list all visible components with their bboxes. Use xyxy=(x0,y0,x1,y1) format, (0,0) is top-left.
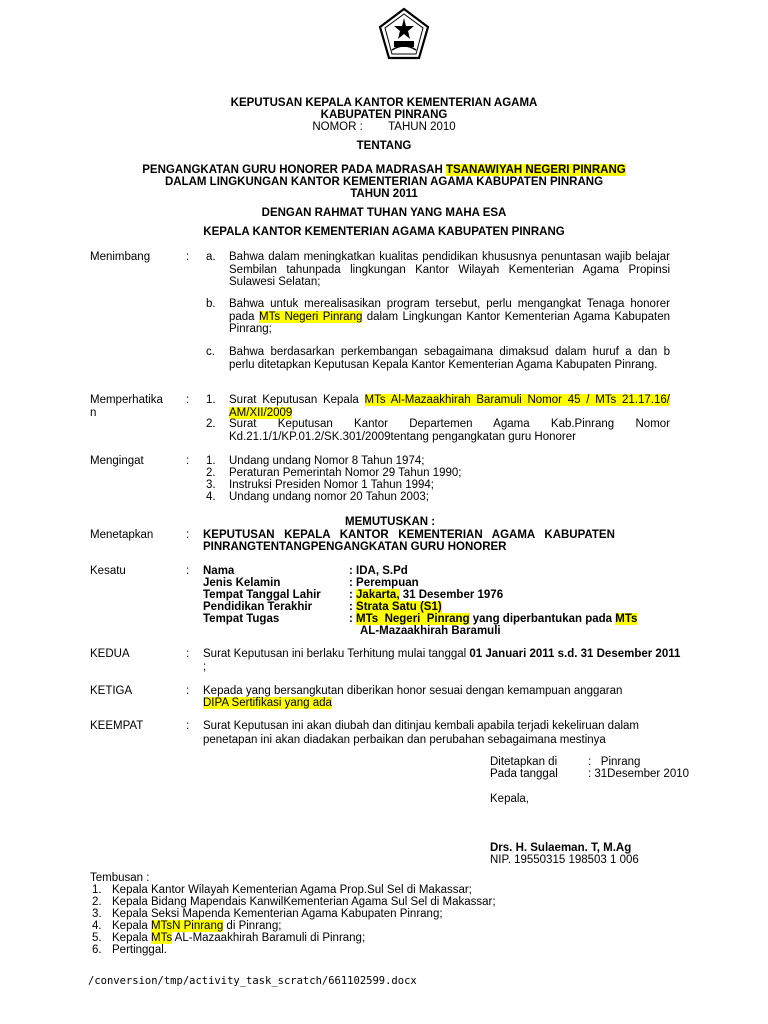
highlight: MTs xyxy=(151,932,173,944)
kedua-text: Surat Keputusan ini berlaku Terhitung mulai tanggal 01 Januari 2011 s.d. 31 Desember 2011 ; xyxy=(203,648,681,673)
menetapkan-line-1: KEPUTUSAN KEPALA KANTOR KEMENTERIAN AGAMA KABUPATEN xyxy=(203,529,615,541)
item-mark: 1. xyxy=(206,394,216,406)
mengingat-item: Peraturan Pemerintah Nomor 29 Tahun 1990; xyxy=(229,467,462,479)
memperhatikan-label: Memperhatika n xyxy=(90,394,163,419)
tempat-tugas-key: Tempat Tugas xyxy=(203,613,280,625)
keempat-line-1: Surat Keputusan ini akan diubah dan ditinjau kembali apabila terjadi kekeliruan dalam xyxy=(203,720,640,732)
mengingat-item: Undang undang nomor 20 Tahun 2003; xyxy=(229,491,429,503)
item-mark: b. xyxy=(206,298,216,310)
menimbang-label: Menimbang xyxy=(90,251,151,263)
subject-line-3: TAHUN 2011 xyxy=(350,188,418,200)
subject-line-2: DALAM LINGKUNGAN KANTOR KEMENTERIAN AGAMA KABUPATEN PINRANG xyxy=(164,176,604,188)
signatory-name: Drs. H. Sulaeman. T, M.Ag xyxy=(490,842,632,854)
mengingat-label: Mengingat xyxy=(90,455,144,467)
colon: : xyxy=(186,720,190,732)
ketiga-label: KETIGA xyxy=(90,685,133,697)
tentang-heading: TENTANG xyxy=(356,140,412,152)
tembusan-item: 3. Kepala Seksi Mapenda Kementerian Agama Kabupaten Pinrang; xyxy=(92,908,443,920)
colon: : xyxy=(186,565,190,577)
tempat-tugas-value: : MTs Negeri Pinrang yang diperbantukan pada MTs xyxy=(349,613,638,625)
tembusan-item: 1. Kepala Kantor Wilayah Kementerian Agama Prop.Sul Sel di Makassar; xyxy=(92,884,472,896)
mengingat-item: Instruksi Presiden Nomor 1 Tahun 1994; xyxy=(229,479,434,491)
item-mark: c. xyxy=(206,346,215,358)
item-mark: 2. xyxy=(206,467,216,479)
highlight: MTs Al-Mazaakhirah Baramuli Nomor 45 / MTs 21.17.16/ AM/XII/2009 xyxy=(229,394,670,419)
tembusan-item: 2. Kepala Bidang Mapendais KanwilKementerian Agama Sul Sel di Makassar; xyxy=(92,896,496,908)
menetapkan-label: Menetapkan xyxy=(90,529,154,541)
kedua-label: KEDUA xyxy=(90,648,130,660)
colon: : xyxy=(186,251,190,263)
ketiga-line-2 xyxy=(203,697,332,710)
highlight: MTs Negeri Pinrang xyxy=(258,310,363,323)
pada-tanggal-value: : 31Desember 2010 xyxy=(588,768,690,780)
ministry-emblem-logo xyxy=(375,6,433,64)
decree-region: KABUPATEN PINRANG xyxy=(320,109,448,121)
item-mark: 3. xyxy=(206,479,216,491)
memperhatikan-1: Surat Keputusan Kepala MTs Al-Mazaakhirah Baramuli Nomor 45 / MTs 21.17.16/ AM/XII/2009 xyxy=(229,394,670,419)
highlight: MTsN Pinrang xyxy=(151,920,224,932)
kepala-label: Kepala, xyxy=(490,793,530,805)
colon: : xyxy=(186,685,190,697)
memperhatikan-2: Surat Keputusan Kantor Departemen Agama Kab.Pinrang Nomor Kd.21.1/1/KP.01.2/SK.301/2009tentang pengangkatan guru Honorer xyxy=(229,418,670,443)
pada-tanggal-key: Pada tanggal xyxy=(490,768,558,780)
pendidikan-key: Pendidikan Terakhir xyxy=(203,601,313,613)
colon: : xyxy=(186,455,190,467)
item-mark: 4. xyxy=(206,491,216,503)
nama-key: Nama xyxy=(203,565,235,577)
jenis-kelamin-value: : Perempuan xyxy=(349,577,419,589)
ketiga-line-1: Kepada yang bersangkutan diberikan honor sesuai dengan kemampuan anggaran xyxy=(203,685,623,697)
decree-number: NOMOR : TAHUN 2010 xyxy=(312,121,456,133)
menetapkan-line-2: PINRANGTENTANGPENGANGKATAN GURU HONORER xyxy=(203,541,507,553)
colon: : xyxy=(186,648,190,660)
highlight: MTs xyxy=(615,613,638,625)
tempat-tugas-value-2: AL-Mazaakhirah Baramuli xyxy=(360,625,501,637)
highlight: MTs Negeri Pinrang xyxy=(356,613,470,625)
nama-value: : IDA, S.Pd xyxy=(349,565,408,577)
rahmat-heading: DENGAN RAHMAT TUHAN YANG MAHA ESA xyxy=(261,207,507,219)
keempat-label: KEEMPAT xyxy=(90,720,144,732)
signatory-nip: NIP. 19550315 198503 1 006 xyxy=(490,854,639,866)
tembusan-item: 4. Kepala MTsN Pinrang di Pinrang; xyxy=(92,920,282,932)
ditetapkan-value: : Pinrang xyxy=(588,756,641,768)
highlight: Strata Satu (S1) xyxy=(356,601,442,613)
highlight: Jakarta, xyxy=(356,589,400,601)
highlight: DIPA Sertifikasi yang ada xyxy=(203,697,332,709)
kesatu-label: Kesatu xyxy=(90,565,126,577)
colon: : xyxy=(186,394,190,406)
item-mark: 2. xyxy=(206,418,216,430)
memutuskan-heading: MEMUTUSKAN : xyxy=(345,516,436,528)
item-mark: 1. xyxy=(206,455,216,467)
ttl-key: Tempat Tanggal Lahir xyxy=(203,589,321,601)
menimbang-a: Bahwa dalam meningkatkan kualitas pendidikan khususnya penuntasan wajib belajar Sembilan tahunpada lingkungan Kantor Wilayah Kementerian Agama Propinsi Sulawesi Selatan; xyxy=(229,251,670,288)
tembusan-item: 6. Pertinggal. xyxy=(92,944,167,956)
jenis-kelamin-key: Jenis Kelamin xyxy=(203,577,281,589)
pendidikan-value: : Strata Satu (S1) xyxy=(349,601,442,613)
menimbang-b: Bahwa untuk merealisasikan program tersebut, perlu mengangkat Tenaga honorer pada MTs Negeri Pinrang dalam Lingkungan Kantor Kementerian Agama Kabupaten Pinrang; xyxy=(229,298,671,335)
keempat-line-2: penetapan ini akan diadakan perbaikan dan perubahan sebagaimana mestinya xyxy=(203,734,606,746)
ditetapkan-key: Ditetapkan di xyxy=(490,756,558,768)
item-mark: a. xyxy=(206,251,216,263)
menimbang-c: Bahwa berdasarkan perkembangan sebagaimana dimaksud dalam huruf a dan b perlu ditetapkan Keputusan Kepala Kantor Kementerian Agama Kabupaten Pinrang. xyxy=(229,346,670,371)
file-path-footer: /conversion/tmp/activity_task_scratch/661102599.docx xyxy=(88,975,417,987)
ttl-value: : Jakarta, 31 Desember 1976 xyxy=(349,589,504,601)
decree-title: KEPUTUSAN KEPALA KANTOR KEMENTERIAN AGAMA xyxy=(230,97,538,109)
highlight: TSANAWIYAH NEGERI PINRANG xyxy=(445,164,626,176)
kepala-heading: KEPALA KANTOR KEMENTERIAN AGAMA KABUPATEN PINRANG xyxy=(203,226,565,238)
mengingat-item: Undang undang Nomor 8 Tahun 1974; xyxy=(229,455,425,467)
tembusan-title: Tembusan : xyxy=(90,872,150,884)
subject-line-1: PENGANGKATAN GURU HONORER PADA MADRASAH TSANAWIYAH NEGERI PINRANG xyxy=(142,164,626,176)
colon: : xyxy=(186,529,190,541)
tembusan-item: 5. Kepala MTs AL-Mazaakhirah Baramuli di Pinrang; xyxy=(92,932,366,944)
